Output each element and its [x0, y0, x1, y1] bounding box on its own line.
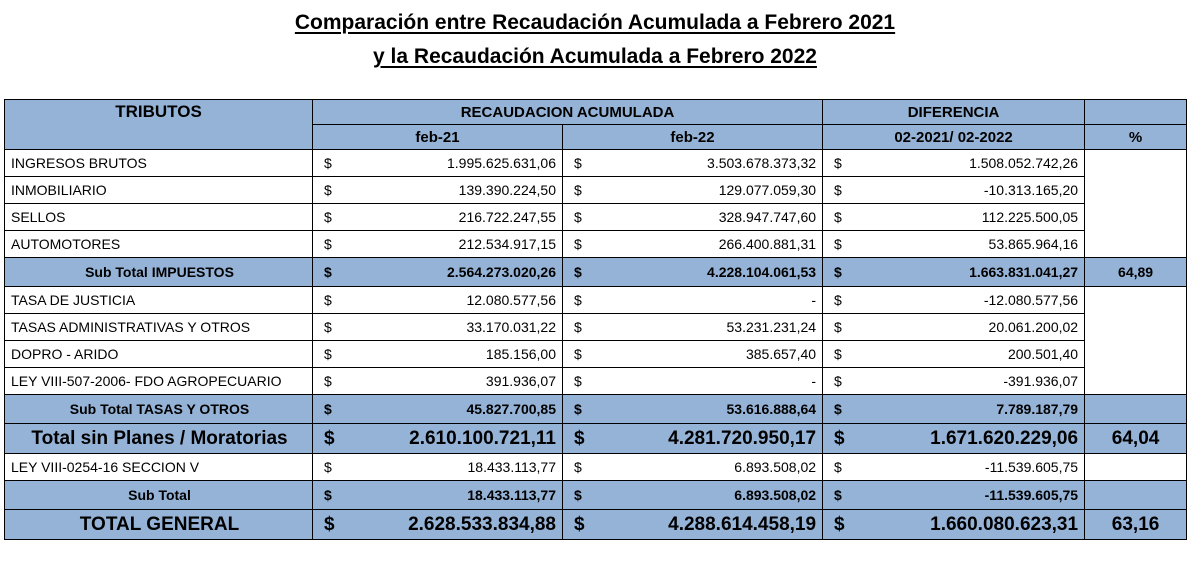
comparison-table [4, 99, 1187, 540]
currency-sign: $ [563, 150, 599, 177]
currency-sign: $ [823, 204, 859, 231]
value-percent: 64,89 [1085, 258, 1187, 287]
currency-sign: $ [313, 424, 349, 454]
percent-blank [1085, 231, 1187, 258]
value-feb-21: 18.433.113,77 [349, 481, 563, 510]
currency-sign: $ [313, 314, 349, 341]
header-recaudacion: RECAUDACION ACUMULADA [313, 100, 823, 125]
value-difference: 200.501,40 [859, 341, 1085, 368]
value-feb-21: 185.156,00 [349, 341, 563, 368]
value-feb-22: 6.893.508,02 [599, 481, 823, 510]
value-feb-21: 18.433.113,77 [349, 454, 563, 481]
table-row [5, 150, 1187, 177]
value-percent [1085, 395, 1187, 424]
value-feb-21: 12.080.577,56 [349, 287, 563, 314]
value-difference: 1.660.080.623,31 [859, 510, 1085, 540]
currency-sign: $ [563, 204, 599, 231]
currency-sign: $ [563, 231, 599, 258]
table-row [5, 314, 1187, 341]
currency-sign: $ [823, 368, 859, 395]
header-diferencia: DIFERENCIA [823, 100, 1085, 125]
row-label: TASAS ADMINISTRATIVAS Y OTROS [5, 314, 313, 341]
currency-sign: $ [313, 510, 349, 540]
value-feb-22: 328.947.747,60 [599, 204, 823, 231]
value-difference: -391.936,07 [859, 368, 1085, 395]
value-feb-21: 2.564.273.020,26 [349, 258, 563, 287]
currency-sign: $ [313, 454, 349, 481]
currency-sign: $ [313, 204, 349, 231]
value-percent [1085, 481, 1187, 510]
header-col-diff: 02-2021/ 02-2022 [823, 125, 1085, 150]
currency-sign: $ [823, 177, 859, 204]
currency-sign: $ [563, 341, 599, 368]
value-feb-21: 1.995.625.631,06 [349, 150, 563, 177]
percent-blank [1085, 150, 1187, 177]
row-label: INMOBILIARIO [5, 177, 313, 204]
value-percent: 64,04 [1085, 424, 1187, 454]
currency-sign: $ [823, 395, 859, 424]
value-feb-22: 266.400.881,31 [599, 231, 823, 258]
value-feb-21: 212.534.917,15 [349, 231, 563, 258]
value-feb-22: 385.657,40 [599, 341, 823, 368]
value-feb-22: 6.893.508,02 [599, 454, 823, 481]
value-difference: -11.539.605,75 [859, 454, 1085, 481]
row-label: Sub Total TASAS Y OTROS [5, 395, 313, 424]
value-difference: -12.080.577,56 [859, 287, 1085, 314]
value-feb-22: 4.228.104.061,53 [599, 258, 823, 287]
currency-sign: $ [823, 314, 859, 341]
currency-sign: $ [563, 314, 599, 341]
row-label: SELLOS [5, 204, 313, 231]
currency-sign: $ [823, 341, 859, 368]
table-row [5, 510, 1187, 540]
percent-blank [1085, 314, 1187, 341]
row-label: Sub Total [5, 481, 313, 510]
currency-sign: $ [823, 287, 859, 314]
value-difference: 1.663.831.041,27 [859, 258, 1085, 287]
percent-blank [1085, 204, 1187, 231]
value-feb-21: 216.722.247,55 [349, 204, 563, 231]
table-row [5, 368, 1187, 395]
table-row [5, 231, 1187, 258]
row-label: TASA DE JUSTICIA [5, 287, 313, 314]
row-label: DOPRO - ARIDO [5, 341, 313, 368]
value-difference: 112.225.500,05 [859, 204, 1085, 231]
currency-sign: $ [823, 424, 859, 454]
value-feb-21: 2.610.100.721,11 [349, 424, 563, 454]
currency-sign: $ [313, 150, 349, 177]
value-feb-21: 139.390.224,50 [349, 177, 563, 204]
header-col-2021: feb-21 [313, 125, 563, 150]
value-feb-22: 53.616.888,64 [599, 395, 823, 424]
table-row [5, 481, 1187, 510]
value-feb-21: 391.936,07 [349, 368, 563, 395]
value-difference: 1.508.052.742,26 [859, 150, 1085, 177]
currency-sign: $ [313, 395, 349, 424]
value-feb-22: - [599, 368, 823, 395]
currency-sign: $ [563, 368, 599, 395]
table-row [5, 258, 1187, 287]
value-difference: -10.313.165,20 [859, 177, 1085, 204]
currency-sign: $ [563, 258, 599, 287]
currency-sign: $ [563, 177, 599, 204]
value-feb-22: - [599, 287, 823, 314]
header-tributos: TRIBUTOS [5, 100, 313, 150]
currency-sign: $ [313, 231, 349, 258]
value-difference: -11.539.605,75 [859, 481, 1085, 510]
value-feb-22: 129.077.059,30 [599, 177, 823, 204]
currency-sign: $ [313, 177, 349, 204]
currency-sign: $ [563, 424, 599, 454]
value-feb-21: 33.170.031,22 [349, 314, 563, 341]
percent-blank [1085, 454, 1187, 481]
value-difference: 7.789.187,79 [859, 395, 1085, 424]
currency-sign: $ [823, 258, 859, 287]
table-row [5, 454, 1187, 481]
currency-sign: $ [563, 287, 599, 314]
row-label: LEY VIII-507-2006- FDO AGROPECUARIO [5, 368, 313, 395]
currency-sign: $ [563, 454, 599, 481]
row-label: Total sin Planes / Moratorias [5, 424, 313, 454]
row-label: TOTAL GENERAL [5, 510, 313, 540]
currency-sign: $ [823, 150, 859, 177]
currency-sign: $ [823, 481, 859, 510]
value-difference: 20.061.200,02 [859, 314, 1085, 341]
value-feb-21: 45.827.700,85 [349, 395, 563, 424]
currency-sign: $ [823, 231, 859, 258]
currency-sign: $ [313, 481, 349, 510]
value-difference: 1.671.620.229,06 [859, 424, 1085, 454]
row-label: Sub Total IMPUESTOS [5, 258, 313, 287]
document-title-line-2: y la Recaudación Acumulada a Febrero 2022 [373, 45, 817, 68]
header-col-pct: % [1085, 125, 1187, 150]
currency-sign: $ [563, 481, 599, 510]
percent-blank [1085, 177, 1187, 204]
table-row [5, 204, 1187, 231]
value-percent: 63,16 [1085, 510, 1187, 540]
header-col-2022: feb-22 [563, 125, 823, 150]
table-row [5, 395, 1187, 424]
currency-sign: $ [313, 287, 349, 314]
value-feb-21: 2.628.533.834,88 [349, 510, 563, 540]
currency-sign: $ [823, 510, 859, 540]
currency-sign: $ [823, 454, 859, 481]
value-feb-22: 4.281.720.950,17 [599, 424, 823, 454]
row-label: INGRESOS BRUTOS [5, 150, 313, 177]
header-row-1 [5, 100, 1187, 125]
currency-sign: $ [563, 510, 599, 540]
percent-blank [1085, 287, 1187, 314]
row-label: LEY VIII-0254-16 SECCION V [5, 454, 313, 481]
currency-sign: $ [563, 395, 599, 424]
value-feb-22: 3.503.678.373,32 [599, 150, 823, 177]
value-feb-22: 53.231.231,24 [599, 314, 823, 341]
value-feb-22: 4.288.614.458,19 [599, 510, 823, 540]
table-row [5, 287, 1187, 314]
table-row [5, 341, 1187, 368]
table-row [5, 424, 1187, 454]
value-difference: 53.865.964,16 [859, 231, 1085, 258]
percent-blank [1085, 368, 1187, 395]
header-blank [1085, 100, 1187, 125]
currency-sign: $ [313, 368, 349, 395]
table-row [5, 177, 1187, 204]
currency-sign: $ [313, 341, 349, 368]
document-title-line-1: Comparación entre Recaudación Acumulada a Febrero 2021 [294, 11, 896, 34]
currency-sign: $ [313, 258, 349, 287]
percent-blank [1085, 341, 1187, 368]
row-label: AUTOMOTORES [5, 231, 313, 258]
